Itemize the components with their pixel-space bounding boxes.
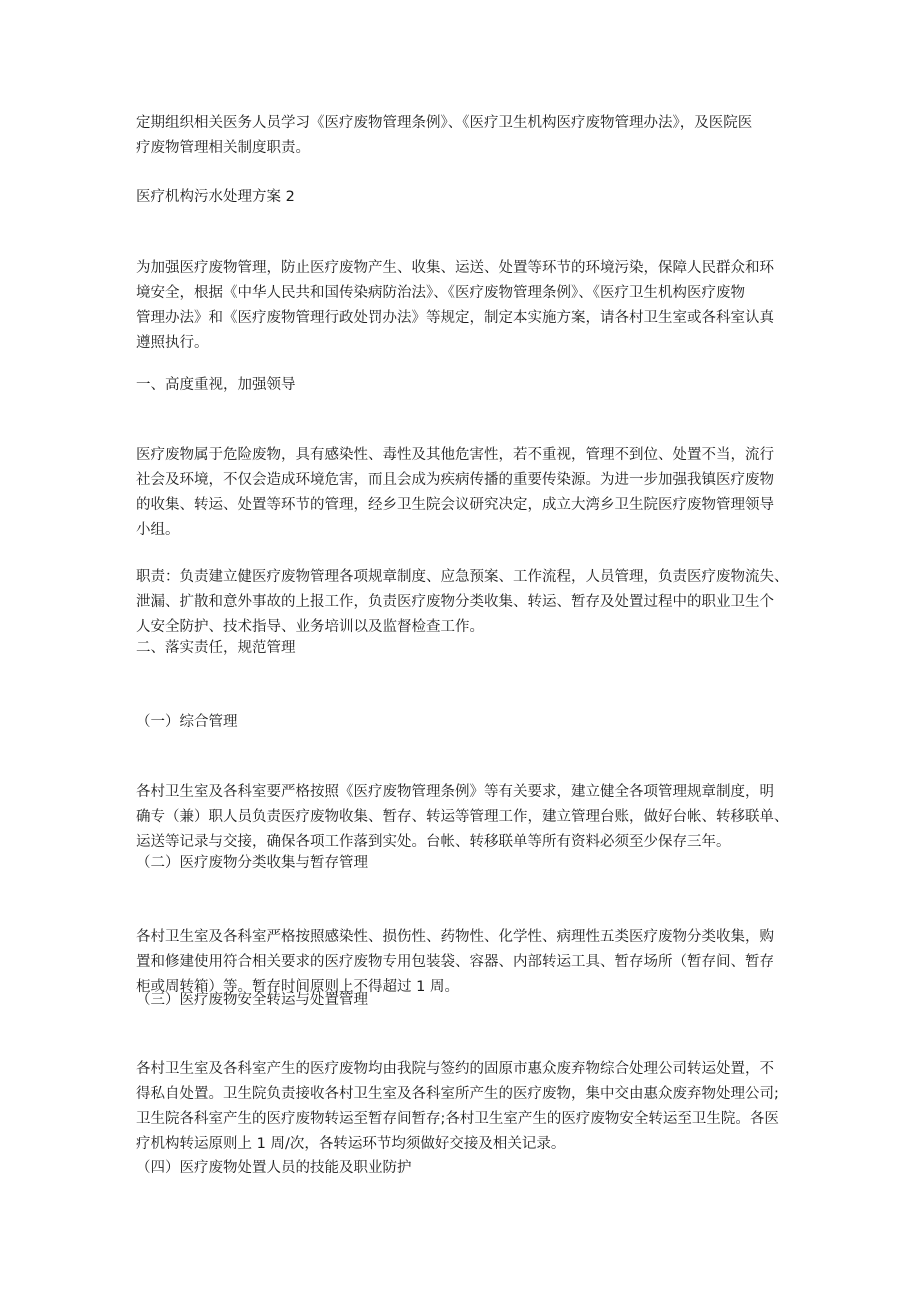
text-line: 境安全，根据《中华人民共和国传染病防治法》、《医疗废物管理条例》、《医疗卫生机构医疗废物 — [136, 285, 745, 301]
text-line: 为加强医疗废物管理，防止医疗废物产生、收集、运送、处置等环节的环境污染，保障人民群众和环 — [136, 260, 774, 276]
text-line: 社会及环境，不仅会造成环境危害，而且会成为疾病传播的重要传染源。为进一步加强我镇医疗废物 — [136, 472, 774, 488]
text-line: 医疗废物属于危险废物，具有感染性、毒性及其他危害性，若不重视，管理不到位、处置不当，流行 — [136, 447, 774, 463]
text-line: 遵照执行。 — [136, 335, 209, 351]
subsection-heading-4: （四）医疗废物处置人员的技能及职业防护 — [136, 1160, 412, 1176]
section-heading-2: 二、落实责任，规范管理 — [136, 640, 296, 656]
text-line: 疗机构转运原则上 1 周/次，各转运环节均须做好交接及相关记录。 — [136, 1136, 566, 1152]
text-line: 得私自处置。卫生院负责接收各村卫生室及各科室所产生的医疗废物，集中交由惠众废弃物处理公司; — [136, 1086, 779, 1102]
text-line: 泄漏、扩散和意外事故的上报工作，负责医疗废物分类收集、转运、暂存及处置过程中的职业卫生个 — [136, 594, 774, 610]
text-line: 管理办法》和《医疗废物管理行政处罚办法》等规定，制定本实施方案，请各村卫生室或各科室认真 — [136, 310, 774, 326]
text-line: 运送等记录与交接，确保各项工作落到实处。台帐、转移联单等所有资料必须至少保存三年。 — [136, 834, 731, 850]
section-heading-1: 一、高度重视，加强领导 — [136, 377, 296, 393]
text-line: 的收集、转运、处置等环节的管理，经乡卫生院会议研究决定，成立大湾乡卫生院医疗废物管理领导 — [136, 497, 774, 513]
text-line: 定期组织相关医务人员学习《医疗废物管理条例》、《医疗卫生机构医疗废物管理办法》，及医院医 — [136, 115, 753, 131]
text-line: 疗废物管理相关制度职责。 — [136, 140, 310, 156]
text-line: 小组。 — [136, 522, 180, 538]
subsection-3-paragraph — [136, 1057, 798, 1157]
subsection-1-paragraph — [136, 780, 798, 855]
text-line: 确专（兼）职人员负责医疗废物收集、暂存、转运等管理工作，建立管理台账，做好台帐、转移联单、 — [136, 809, 789, 825]
text-line: 人安全防护、技术指导、业务培训以及监督检查工作。 — [136, 619, 484, 635]
text-line: 置和修建使用符合相关要求的医疗废物专用包装袋、容器、内部转运工具、暂存场所（暂存间、暂存 — [136, 954, 774, 970]
intro-paragraph — [136, 111, 798, 161]
duties-paragraph — [136, 565, 798, 640]
document-title: 医疗机构污水处理方案 2 — [136, 189, 295, 205]
text-line: 各村卫生室及各科室要严格按照《医疗废物管理条例》等有关要求，建立健全各项管理规章制度，明 — [136, 784, 774, 800]
text-line: 各村卫生室及各科室严格按照感染性、损伤性、药物性、化学性、病理性五类医疗废物分类收集，购 — [136, 929, 774, 945]
subsection-heading-3: （三）医疗废物安全转运与处置管理 — [136, 992, 368, 1008]
subsection-heading-2: （二）医疗废物分类收集与暂存管理 — [136, 855, 368, 871]
text-line: 各村卫生室及各科室产生的医疗废物均由我院与签约的固原市惠众废弃物综合处理公司转运处置，不 — [136, 1061, 774, 1077]
purpose-paragraph — [136, 256, 798, 356]
text-line: 卫生院各科室产生的医疗废物转运至暂存间暂存;各村卫生室产生的医疗废物安全转运至卫生院。各医 — [136, 1111, 779, 1127]
text-line: 职责：负责建立健医疗废物管理各项规章制度、应急预案、工作流程，人员管理，负责医疗废物流失、 — [136, 569, 789, 585]
subsection-heading-1: （一）综合管理 — [136, 714, 238, 730]
leadership-paragraph — [136, 443, 798, 543]
text-line: 柜或周转箱）等。暂存时间原则上不得超过 1 周。 — [136, 979, 459, 995]
